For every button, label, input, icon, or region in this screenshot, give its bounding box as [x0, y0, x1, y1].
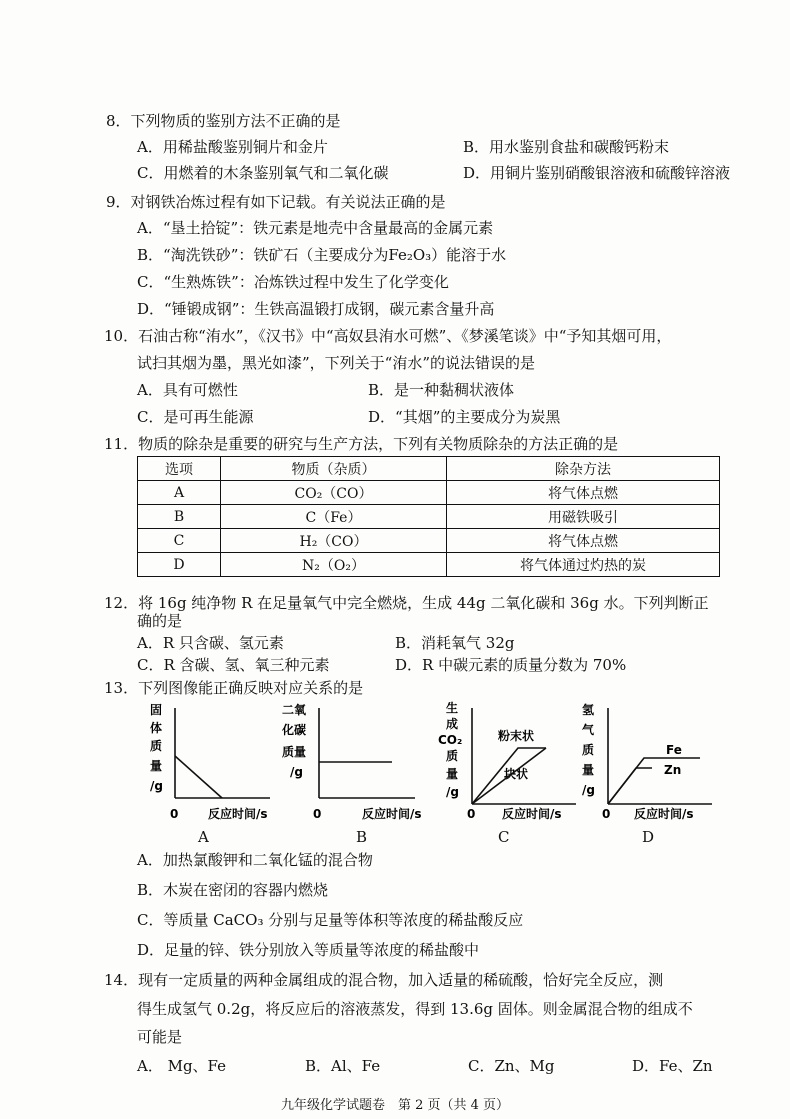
q12-option-b: B．消耗氧气 32g: [395, 634, 515, 652]
q10-option-c: C．是可再生能源: [137, 408, 254, 426]
graph-c-ylabel-0: 生: [446, 701, 459, 715]
table-header: 物质（杂质）: [221, 457, 447, 481]
q14-stem-line2: 得生成氢气 0.2g，将反应后的溶液蒸发，得到 13.6g 固体。则金属混合物的组成不: [137, 1000, 693, 1018]
graph-c-ylabel-4: 量: [446, 767, 459, 781]
graph-b-caption: B: [356, 828, 368, 846]
graph-a-ylabel-3: 量: [150, 759, 163, 773]
q14-stem-line1: 14．现有一定质量的两种金属组成的混合物，加入适量的稀硫酸，恰好完全反应，测: [104, 971, 664, 989]
q14-option-b: B．Al、Fe: [305, 1057, 381, 1075]
graph-b: [280, 700, 430, 854]
graph-c-caption: C: [498, 828, 510, 846]
graph-d-line2-label: Zn: [664, 763, 682, 777]
graph-b-plot: [280, 700, 430, 850]
table-row: [138, 529, 720, 553]
table-row: [138, 553, 720, 577]
graph-b-xlabel: 反应时间/s: [362, 807, 422, 821]
page-footer: 九年级化学试题卷 第 2 页（共 4 页）: [280, 1098, 510, 1113]
table-cell: H₂（CO）: [221, 529, 447, 553]
graph-d-ylabel-2: 质: [582, 743, 595, 757]
graph-d-caption: D: [642, 828, 655, 846]
q9-option-c: C．“生熟炼铁”：冶炼铁过程中发生了化学变化: [137, 273, 449, 291]
table-cell: A: [138, 481, 221, 505]
q8-option-c: C．用燃着的木条鉴别氧气和二氧化碳: [137, 164, 389, 182]
q8-option-a: A．用稀盐酸鉴别铜片和金片: [137, 138, 328, 156]
graph-d-origin: 0: [602, 807, 611, 821]
table-cell: 将气体点燃: [447, 481, 720, 505]
graph-c-ylabel-3: 质: [446, 749, 459, 763]
q9-option-a: A．“垦土拾锭”：铁元素是地壳中含量最高的金属元素: [137, 219, 494, 237]
graph-b-ylabel-2: 质量: [282, 745, 307, 759]
table-cell: 将气体点燃: [447, 529, 720, 553]
graph-c-xlabel: 反应时间/s: [502, 807, 562, 821]
graph-b-origin: 0: [313, 807, 322, 821]
q9-option-d: D．“锤锻成钢”：生铁高温锻打成钢，碳元素含量升高: [137, 300, 495, 318]
q13-option-b: B．木炭在密闭的容器内燃烧: [137, 881, 329, 899]
q12-stem-line1: 12．将 16g 纯净物 R 在足量氧气中完全燃烧，生成 44g 二氧化碳和 36g 水。下列判断正: [104, 594, 709, 612]
table-cell: C（Fe）: [221, 505, 447, 529]
table-header: 选项: [138, 457, 221, 481]
graph-d-line1-label: Fe: [666, 743, 682, 757]
q12-stem-line2: 确的是: [137, 612, 183, 630]
graph-c-line1-label: 粉末状: [498, 729, 535, 743]
graph-d-xlabel: 反应时间/s: [634, 807, 694, 821]
graph-c-lump-line: [472, 748, 546, 804]
table-cell: B: [138, 505, 221, 529]
table-cell: 用磁铁吸引: [447, 505, 720, 529]
table-cell: 将气体通过灼热的炭: [447, 553, 720, 577]
q13-option-c: C．等质量 CaCO₃ 分别与足量等体积等浓度的稀盐酸反应: [137, 911, 524, 929]
q8-stem: 8．下列物质的鉴别方法不正确的是: [106, 112, 341, 130]
graph-a-line: [175, 756, 222, 798]
q8-option-d: D．用铜片鉴别硝酸银溶液和硫酸锌溶液: [463, 164, 731, 182]
q13-option-d: D．足量的锌、铁分别放入等质量等浓度的稀盐酸中: [137, 941, 480, 959]
graph-a-caption: A: [198, 828, 209, 846]
graph-a-xlabel: 反应时间/s: [208, 807, 268, 821]
table-cell: CO₂（CO）: [221, 481, 447, 505]
graph-b-ylabel-3: /g: [290, 765, 303, 779]
graph-d-zn-line: [608, 768, 652, 804]
graph-c-ylabel-5: /g: [446, 785, 459, 799]
graph-a-ylabel-4: /g: [150, 779, 163, 793]
graph-d-ylabel-1: 气: [582, 723, 595, 737]
q12-option-c: C．R 含碳、氢、氧三种元素: [137, 656, 330, 674]
graph-a-ylabel-2: 质: [150, 739, 163, 753]
q14-stem-line3: 可能是: [137, 1028, 183, 1046]
q13-stem: 13．下列图像能正确反映对应关系的是: [104, 679, 364, 697]
q10-stem-line2: 试扫其烟为墨，黑光如漆”，下列关于“洧水”的说法错误的是: [137, 354, 536, 372]
q9-stem: 9．对钢铁冶炼过程有如下记载。有关说法正确的是: [106, 193, 446, 211]
graph-b-ylabel-1: 化碳: [282, 723, 307, 737]
graph-a-plot: [140, 700, 290, 850]
graph-d-ylabel-3: 量: [582, 763, 595, 777]
table-row: [138, 505, 720, 529]
graph-a-origin: 0: [170, 807, 179, 821]
graph-c: [434, 700, 594, 854]
q12-option-d: D．R 中碳元素的质量分数为 70%: [395, 656, 627, 674]
graph-d-ylabel-0: 氢: [582, 703, 595, 717]
q11-stem: 11．物质的除杂是重要的研究与生产方法，下列有关物质除杂的方法正确的是: [104, 435, 619, 453]
q10-option-a: A．具有可燃性: [137, 381, 238, 399]
q8-option-b: B．用水鉴别食盐和碳酸钙粉末: [463, 138, 670, 156]
q10-option-d: D．“其烟”的主要成分为炭黑: [368, 408, 561, 426]
table-header: 除杂方法: [447, 457, 720, 481]
impurity-removal-table: [137, 456, 720, 577]
q10-option-b: B．是一种黏稠状液体: [368, 381, 515, 399]
q13-option-a: A．加热氯酸钾和二氧化锰的混合物: [137, 851, 373, 869]
graph-c-origin: 0: [467, 807, 476, 821]
graph-d-fe-line: [608, 758, 700, 804]
table-cell: C: [138, 529, 221, 553]
q12-option-a: A．R 只含碳、氢元素: [137, 634, 284, 652]
table-cell: N₂（O₂）: [221, 553, 447, 577]
table-header-row: [138, 457, 720, 481]
q9-option-b: B．“淘洗铁砂”：铁矿石（主要成分为Fe₂O₃）能溶于水: [137, 246, 507, 264]
graph-a: [140, 700, 290, 854]
graph-a-ylabel-1: 体: [150, 721, 163, 735]
table-cell: D: [138, 553, 221, 577]
graph-c-plot: [434, 700, 594, 850]
graph-a-ylabel-0: 固: [150, 703, 163, 717]
graph-c-ylabel-1: 成: [446, 717, 459, 731]
q14-option-d: D．Fe、Zn: [632, 1057, 713, 1075]
q10-stem-line1: 10．石油古称“洧水”，《汉书》中“高奴县洧水可燃”、《梦溪笔谈》中“予知其烟可用，: [104, 327, 672, 345]
graph-c-ylabel-2: CO₂: [438, 733, 463, 747]
table-row: [138, 481, 720, 505]
graph-b-ylabel-0: 二氧: [282, 703, 307, 717]
graph-c-line2-label: 块状: [504, 767, 529, 781]
graph-d-ylabel-4: /g: [582, 783, 595, 797]
q14-option-a: A． Mg、Fe: [137, 1057, 227, 1075]
q14-option-c: C．Zn、Mg: [468, 1057, 555, 1075]
